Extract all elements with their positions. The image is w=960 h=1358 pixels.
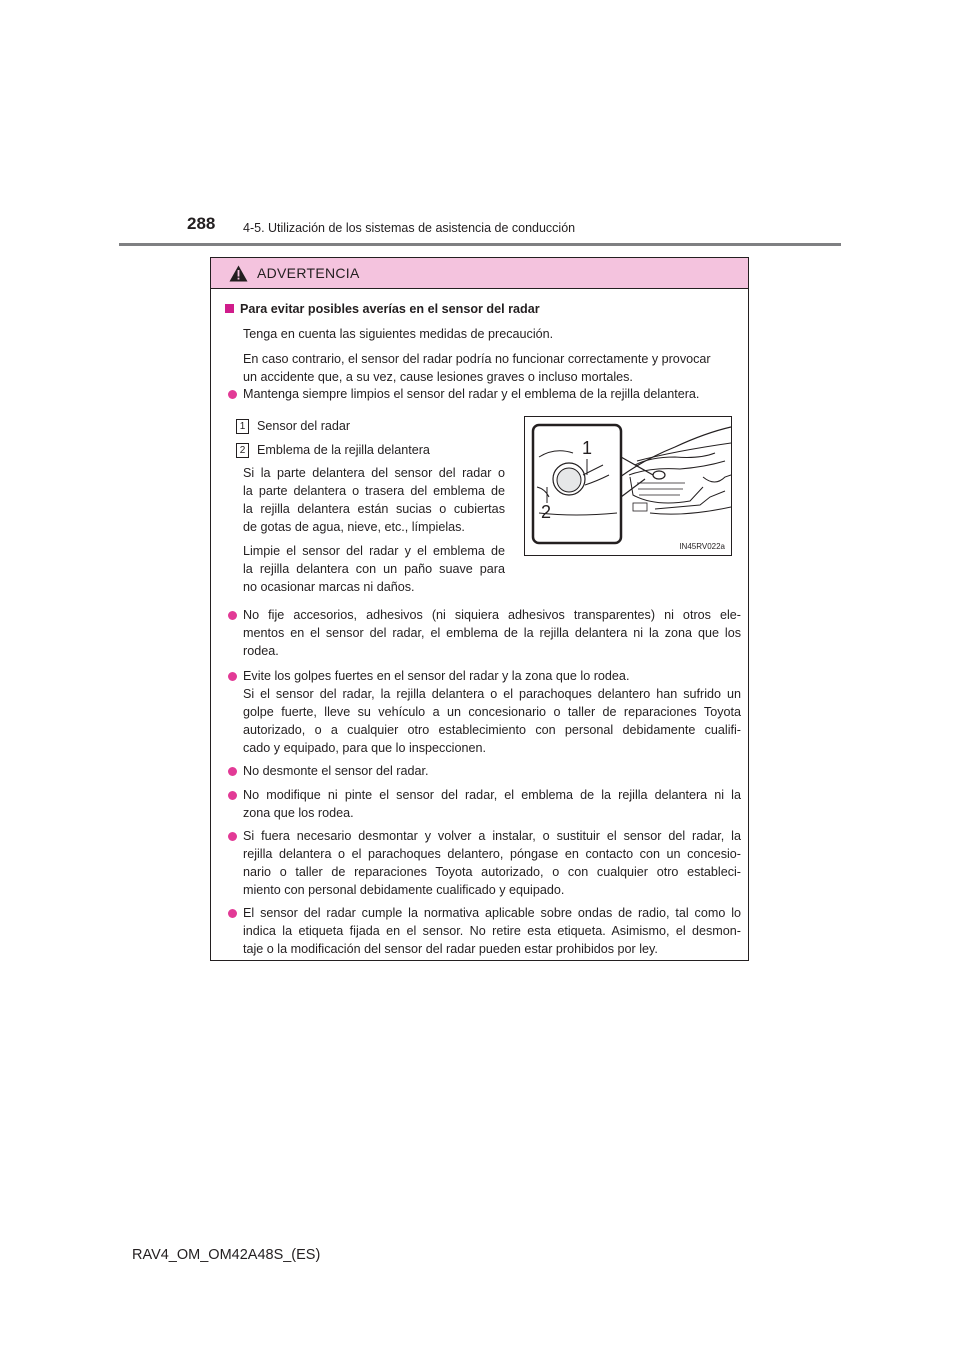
bullet-2-line-2: mentos en el sensor del radar, el emblema de la rejilla delantera ni la zona que los	[243, 626, 741, 640]
footer-doc-code: RAV4_OM_OM42A48S_(ES)	[132, 1247, 321, 1263]
warning-box	[210, 257, 749, 961]
bullet-6-line-4: miento con personal debidamente cualificado y equipado.	[243, 883, 565, 897]
clean-line-3: no ocasionar marcas ni daños.	[243, 580, 415, 594]
bullet-dot-icon	[228, 611, 237, 620]
dirty-line-3: la rejilla delantera están sucias o cubiertas	[243, 502, 505, 516]
clean-line-2: la rejilla delantera con un paño suave para	[243, 562, 505, 576]
callout-1-label: Sensor del radar	[257, 419, 351, 433]
bullet-3-line-1: Evite los golpes fuertes en el sensor del radar y la zona que lo rodea.	[243, 669, 630, 683]
bullet-5-line-1: No modifique ni pinte el sensor del radar, el emblema de la rejilla delantera ni la	[243, 788, 741, 802]
bullet-6-line-3: nario o taller de reparaciones Toyota autorizado, o con cualquier otro estableci-	[243, 865, 741, 879]
intro-line-2a: En caso contrario, el sensor del radar podría no funcionar correctamente y provocar	[243, 352, 711, 366]
bullet-dot-icon	[228, 832, 237, 841]
page-number: 288	[187, 214, 216, 233]
bullet-7-line-2: indica la etiqueta fijada en el sensor. No retire esta etiqueta. Asimismo, el desmon-	[243, 924, 741, 938]
bullet-3-line-2: Si el sensor del radar, la rejilla delantera o el parachoques delantero han sufrido un	[243, 687, 741, 701]
heading-text: Para evitar posibles averías en el sensor del radar	[240, 302, 540, 316]
warning-triangle-icon	[229, 265, 248, 282]
dirty-line-2: la parte delantera o trasera del emblema de	[243, 484, 505, 498]
warning-title: ADVERTENCIA	[257, 265, 360, 281]
header-rule	[119, 243, 841, 246]
warning-header	[211, 258, 748, 289]
heading-square-icon	[225, 304, 234, 313]
intro-line-1: Tenga en cuenta las siguientes medidas de precaución.	[243, 327, 554, 341]
bullet-6-line-1: Si fuera necesario desmontar y volver a instalar, o sustituir el sensor del radar, la	[243, 829, 741, 843]
figure-label-2: 2	[541, 502, 552, 522]
car-front-illustration	[525, 417, 731, 555]
bullet-dot-icon	[228, 791, 237, 800]
bullet-7-line-3: taje o la modificación del sensor del radar pueden estar prohibidos por ley.	[243, 942, 658, 956]
bullet-7-line-1: El sensor del radar cumple la normativa aplicable sobre ondas de radio, tal como lo	[243, 906, 741, 920]
callout-2-label: Emblema de la rejilla delantera	[257, 443, 430, 457]
bullet-3-line-4: autorizado, o a cualquier otro establecimiento con personal debidamente cualifi-	[243, 723, 741, 737]
bullet-dot-icon	[228, 672, 237, 681]
intro-line-2b: un accidente que, a su vez, cause lesiones graves o incluso mortales.	[243, 370, 633, 384]
figure-label-1: 1	[582, 438, 593, 458]
bullet-2-line-3: rodea.	[243, 644, 279, 658]
figure-code: IN45RV022a	[679, 542, 725, 551]
bullet-dot-icon	[228, 767, 237, 776]
section-title: 4-5. Utilización de los sistemas de asistencia de conducción	[243, 221, 576, 235]
dirty-line-4: de gotas de agua, nieve, etc., límpielas.	[243, 520, 465, 534]
callout-2-number: 2	[236, 443, 249, 458]
dirty-line-1: Si la parte delantera del sensor del radar o	[243, 466, 505, 480]
bullet-3-line-5: cado y equipado, para que lo inspeccionen.	[243, 741, 486, 755]
bullet-dot-icon	[228, 390, 237, 399]
clean-line-1: Limpie el sensor del radar y el emblema de	[243, 544, 505, 558]
bullet-dot-icon	[228, 909, 237, 918]
radar-sensor-figure	[524, 416, 732, 556]
bullet-6-line-2: rejilla delantera o el parachoques delantero, póngase en contacto con un concesio-	[243, 847, 741, 861]
warning-heading	[225, 300, 540, 319]
callout-1-number: 1	[236, 419, 249, 434]
bullet-2-line-1: No fije accesorios, adhesivos (ni siquiera adhesivos transparentes) ni otros ele-	[243, 608, 741, 622]
bullet-3-line-3: golpe fuerte, lleve su vehículo a un concesionario o taller de reparaciones Toyota	[243, 705, 741, 719]
bullet-4-line-1: No desmonte el sensor del radar.	[243, 764, 429, 778]
bullet-5-line-2: zona que los rodea.	[243, 806, 354, 820]
bullet-1-text: Mantenga siempre limpios el sensor del radar y el emblema de la rejilla delantera.	[243, 387, 700, 401]
